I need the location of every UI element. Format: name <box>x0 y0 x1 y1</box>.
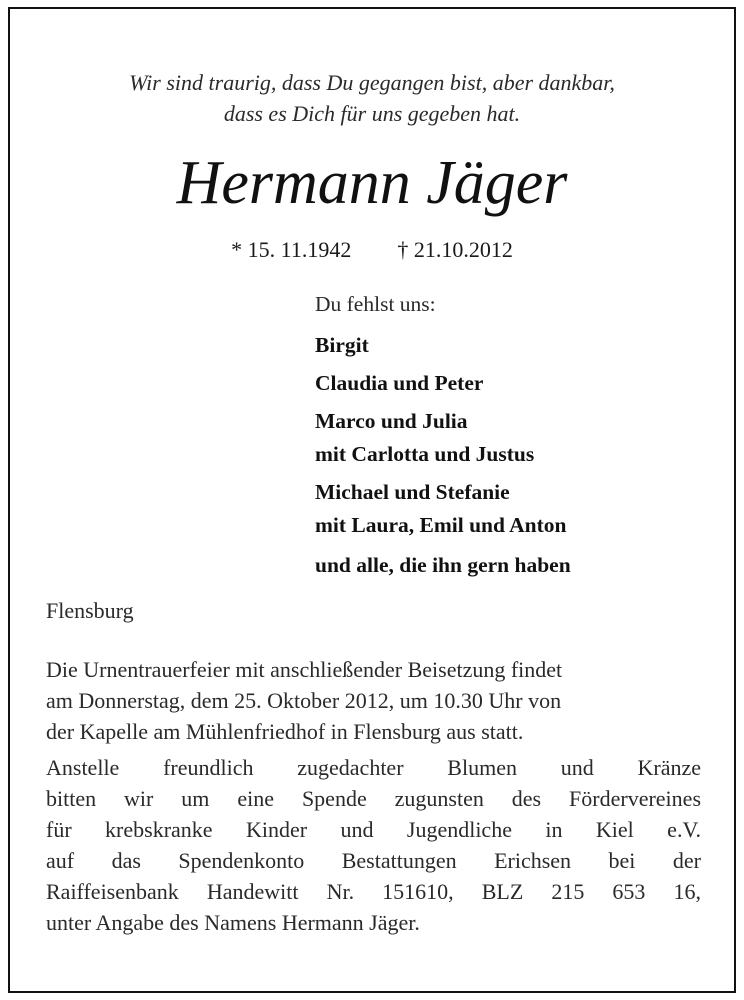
mourners-list <box>315 289 571 580</box>
ceremony-paragraph <box>46 654 701 747</box>
mourner-group <box>315 367 571 400</box>
quote-line: dass es Dich für uns gegeben hat. <box>223 101 521 126</box>
paragraph-line: bitten wir um eine Spende zugunsten des Fördervereines <box>46 786 701 811</box>
mourners-closing: und alle, die ihn gern haben <box>315 553 571 577</box>
paragraph-line: unter Angabe des Namens Hermann Jäger. <box>46 910 420 935</box>
mourner-name: mit Carlotta und Justus <box>315 442 535 466</box>
quote-line: Wir sind traurig, dass Du gegangen bist, aber dankbar, <box>129 70 615 95</box>
paragraph-line: der Kapelle am Mühlenfriedhof in Flensburg aus statt. <box>46 719 524 744</box>
death-date: † 21.10.2012 <box>397 237 513 262</box>
paragraph-line: Raiffeisenbank Handewitt Nr. 151610, BLZ 215 653 16, <box>46 879 701 904</box>
mourners-intro: Du fehlst uns: <box>315 292 436 316</box>
mourner-name: mit Laura, Emil und Anton <box>315 513 567 537</box>
donation-paragraph <box>46 752 701 938</box>
mourner-name: Claudia und Peter <box>315 371 484 395</box>
deceased-name: Hermann Jäger <box>176 149 568 217</box>
paragraph-line: am Donnerstag, dem 25. Oktober 2012, um 10.30 Uhr von <box>46 688 562 713</box>
birth-date: * 15. 11.1942 <box>231 237 352 262</box>
mourner-name: Michael und Stefanie <box>315 480 510 504</box>
paragraph-line: Anstelle freundlich zugedachter Blumen und Kränze <box>46 755 701 780</box>
life-dates <box>10 235 734 265</box>
mourner-group <box>315 405 571 471</box>
paragraph-line: auf das Spendenkonto Bestattungen Erichsen bei der <box>46 848 701 873</box>
quote <box>10 67 734 129</box>
place: Flensburg <box>46 598 134 623</box>
paragraph-line: für krebskranke Kinder und Jugendliche in Kiel e.V. <box>46 817 701 842</box>
mourner-name: Marco und Julia <box>315 409 468 433</box>
mourner-group <box>315 329 571 362</box>
paragraph-line: Die Urnentrauerfeier mit anschließender Beisetzung findet <box>46 657 563 682</box>
obituary-notice <box>8 7 736 993</box>
mourner-name: Birgit <box>315 333 369 357</box>
mourner-group <box>315 476 571 542</box>
